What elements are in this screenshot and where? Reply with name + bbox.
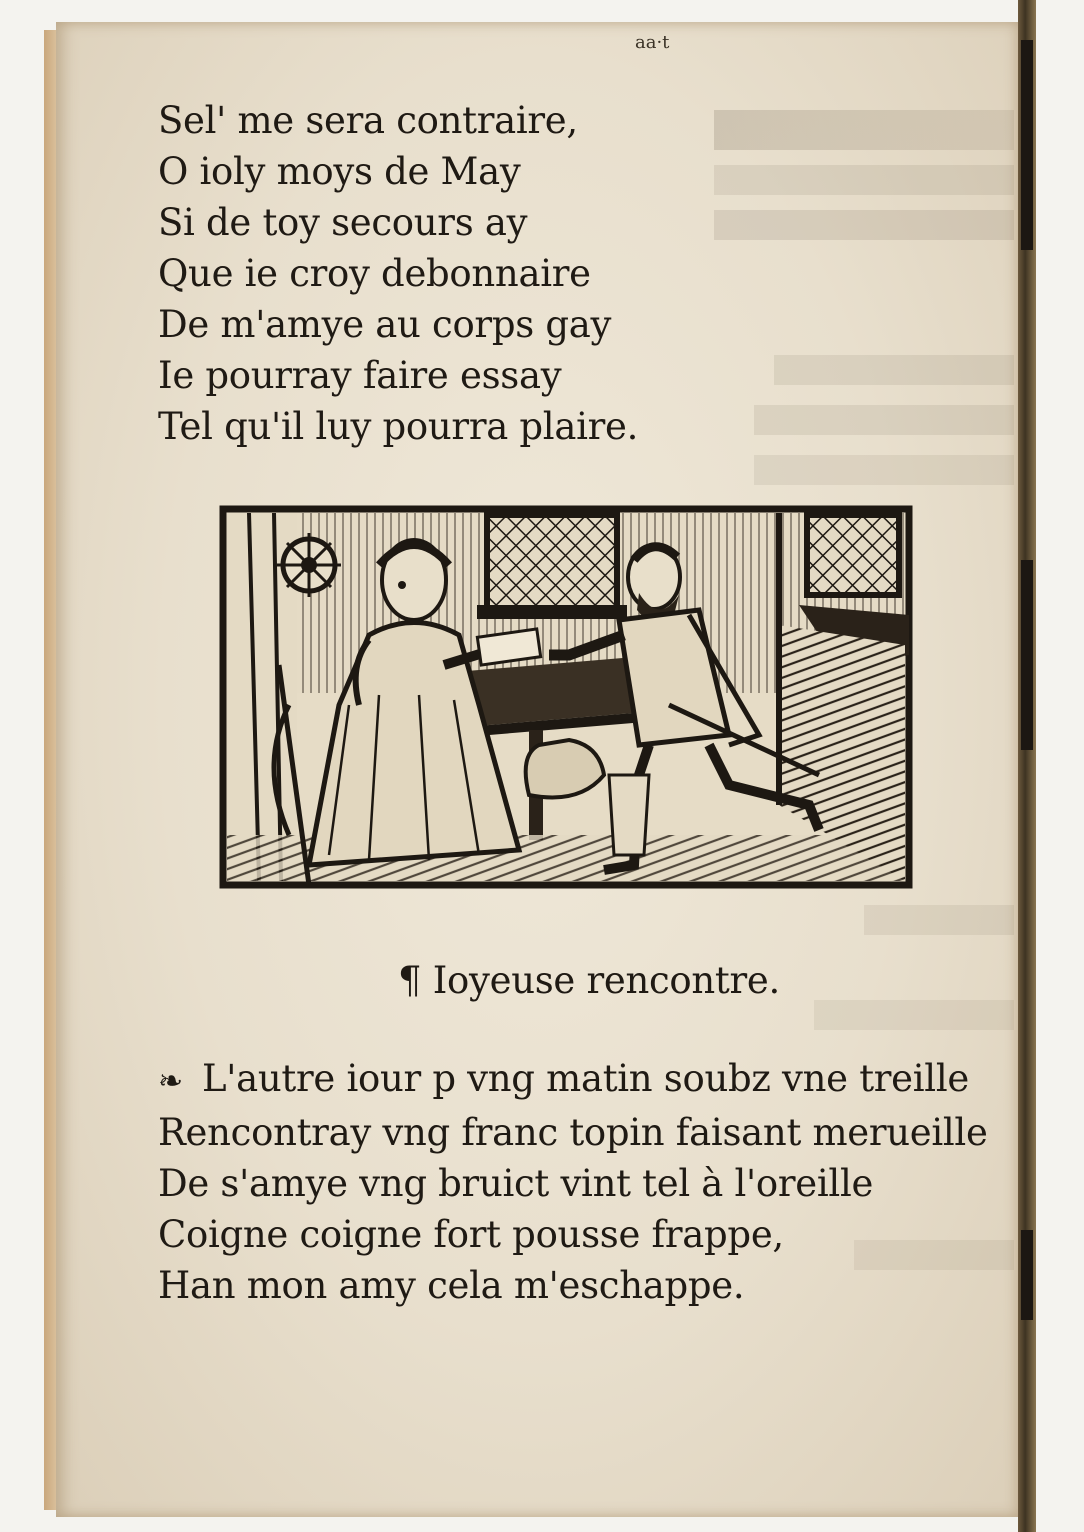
song-block — [158, 1053, 988, 1311]
spine-print-mark — [1021, 560, 1033, 750]
verse-line: O ioly moys de May — [158, 150, 521, 193]
verse-line: Tel qu'il luy pourra plaire. — [158, 405, 639, 448]
spine-print-mark — [1021, 1230, 1033, 1320]
verse-line: Si de toy secours ay — [158, 201, 528, 244]
song-line: Rencontray vng franc topin faisant merueille — [158, 1111, 988, 1154]
song-line: Coigne coigne fort pousse frappe, — [158, 1213, 784, 1256]
scan-margin — [1036, 0, 1084, 1532]
woodcut-illustration — [219, 505, 913, 889]
verse-line: Que ie croy debonnaire — [158, 252, 591, 295]
verse-line: Sel' me sera contraire, — [158, 99, 578, 142]
song-line — [158, 1053, 988, 1107]
spine-print-mark — [1021, 40, 1033, 250]
song-line: Han mon amy cela m'eschappe. — [158, 1264, 745, 1307]
song-line-text: L'autre iour p vng matin soubz vne treille — [202, 1057, 969, 1100]
verse-block — [158, 95, 718, 452]
signature-mark: aa·t — [635, 32, 670, 53]
verse-line: De m'amye au corps gay — [158, 303, 612, 346]
caption-heading: ¶ Ioyeuse rencontre. — [398, 959, 780, 1002]
verse-line: Ie pourray faire essay — [158, 354, 562, 397]
song-line: De s'amye vng bruict vint tel à l'oreille — [158, 1162, 874, 1205]
fleuron-icon: ❧ — [158, 1064, 183, 1099]
